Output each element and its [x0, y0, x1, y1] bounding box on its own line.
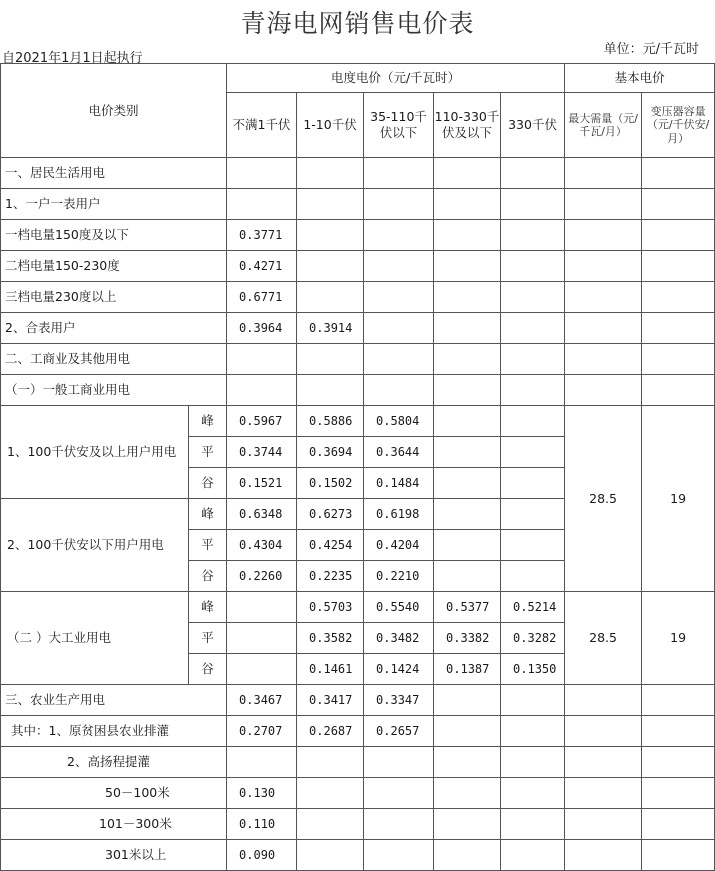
header-col-110-330kv: 110-330千伏及以下	[434, 93, 501, 158]
price-cell: 0.3282	[501, 623, 565, 654]
header-col-lt1kv: 不满1千伏	[227, 93, 297, 158]
price-cell: 0.110	[227, 809, 297, 840]
price-cell: 0.4271	[227, 251, 297, 282]
price-cell: 0.1461	[297, 654, 364, 685]
price-cell: 0.3582	[297, 623, 364, 654]
price-cell: 0.2707	[227, 716, 297, 747]
price-cell: 0.3744	[227, 437, 297, 468]
header-category: 电价类别	[1, 64, 227, 158]
price-cell: 0.3347	[364, 685, 434, 716]
row-shared-label: 2、合表用户	[1, 313, 227, 344]
row-agriculture-title: 三、农业生产用电	[1, 685, 227, 716]
row-residential-title: 一、居民生活用电	[1, 158, 227, 189]
unit-label: 单位：元/千瓦时	[603, 42, 699, 57]
row-tier1-label: 一档电量150度及以下	[1, 220, 227, 251]
row-poor-county-label: 其中：1、原贫困县农业排灌	[1, 716, 227, 747]
price-cell: 0.3914	[297, 313, 364, 344]
period-flat: 平	[189, 530, 227, 561]
row-general-commercial-label: （一）一般工商业用电	[1, 375, 227, 406]
price-cell: 0.5214	[501, 592, 565, 623]
price-cell: 0.1424	[364, 654, 434, 685]
row-single-meter-label: 1、一户一表用户	[1, 189, 227, 220]
row-tier3-label: 三档电量230度以上	[1, 282, 227, 313]
row-lift1-label: 50－100米	[1, 778, 227, 809]
price-cell: 0.1521	[227, 468, 297, 499]
period-valley: 谷	[189, 468, 227, 499]
header-energy-price: 电度电价（元/千瓦时）	[227, 64, 565, 93]
price-table	[0, 63, 715, 871]
price-cell: 0.6771	[227, 282, 297, 313]
header-col-35-110kv: 35-110千伏以下	[364, 93, 434, 158]
period-flat: 平	[189, 437, 227, 468]
period-peak: 峰	[189, 406, 227, 437]
price-cell: 0.1350	[501, 654, 565, 685]
price-cell: 0.6198	[364, 499, 434, 530]
row-lift3-label: 301米以上	[1, 840, 227, 871]
price-cell: 0.5540	[364, 592, 434, 623]
row-high-lift-label: 2、高扬程提灌	[1, 747, 227, 778]
price-cell: 0.6273	[297, 499, 364, 530]
row-commercial-title: 二、工商业及其他用电	[1, 344, 227, 375]
header-max-demand: 最大需量（元/千瓦/月）	[565, 93, 642, 158]
price-cell: 0.090	[227, 840, 297, 871]
header-col-330kv: 330千伏	[501, 93, 565, 158]
header-transformer-capacity: 变压器容量（元/千伏安/月）	[642, 93, 715, 158]
price-cell: 0.5703	[297, 592, 364, 623]
price-cell: 0.5804	[364, 406, 434, 437]
max-demand-value: 28.5	[565, 406, 642, 592]
price-cell: 0.1502	[297, 468, 364, 499]
header-basic-price: 基本电价	[565, 64, 715, 93]
row-large-industry-label: （二 ）大工业用电	[1, 592, 189, 685]
price-cell: 0.2235	[297, 561, 364, 592]
header-col-1-10kv: 1-10千伏	[297, 93, 364, 158]
price-cell: 0.4254	[297, 530, 364, 561]
period-peak: 峰	[189, 592, 227, 623]
price-cell: 0.3644	[364, 437, 434, 468]
price-cell: 0.3482	[364, 623, 434, 654]
price-cell: 0.6348	[227, 499, 297, 530]
effective-date: 自2021年1月1日起执行	[2, 51, 143, 66]
price-cell: 0.1387	[434, 654, 501, 685]
row-above100-label: 1、100千伏安及以上用户用电	[1, 406, 189, 499]
price-cell: 0.5967	[227, 406, 297, 437]
price-cell: 0.5886	[297, 406, 364, 437]
period-valley: 谷	[189, 561, 227, 592]
capacity-value: 19	[642, 592, 715, 685]
max-demand-value: 28.5	[565, 592, 642, 685]
period-peak: 峰	[189, 499, 227, 530]
capacity-value: 19	[642, 406, 715, 592]
row-below100-label: 2、100千伏安以下用户用电	[1, 499, 189, 592]
period-valley: 谷	[189, 654, 227, 685]
price-cell: 0.2657	[364, 716, 434, 747]
price-cell: 0.4304	[227, 530, 297, 561]
price-cell: 0.3417	[297, 685, 364, 716]
period-flat: 平	[189, 623, 227, 654]
price-cell: 0.2687	[297, 716, 364, 747]
price-cell: 0.2210	[364, 561, 434, 592]
price-cell: 0.3382	[434, 623, 501, 654]
page-title: 青海电网销售电价表	[240, 9, 475, 38]
price-cell: 0.5377	[434, 592, 501, 623]
price-cell: 0.3694	[297, 437, 364, 468]
price-cell: 0.4204	[364, 530, 434, 561]
price-cell: 0.3964	[227, 313, 297, 344]
price-cell: 0.1484	[364, 468, 434, 499]
row-lift2-label: 101－300米	[1, 809, 227, 840]
price-cell: 0.130	[227, 778, 297, 809]
row-tier2-label: 二档电量150-230度	[1, 251, 227, 282]
price-cell: 0.3771	[227, 220, 297, 251]
price-cell: 0.2260	[227, 561, 297, 592]
price-cell: 0.3467	[227, 685, 297, 716]
